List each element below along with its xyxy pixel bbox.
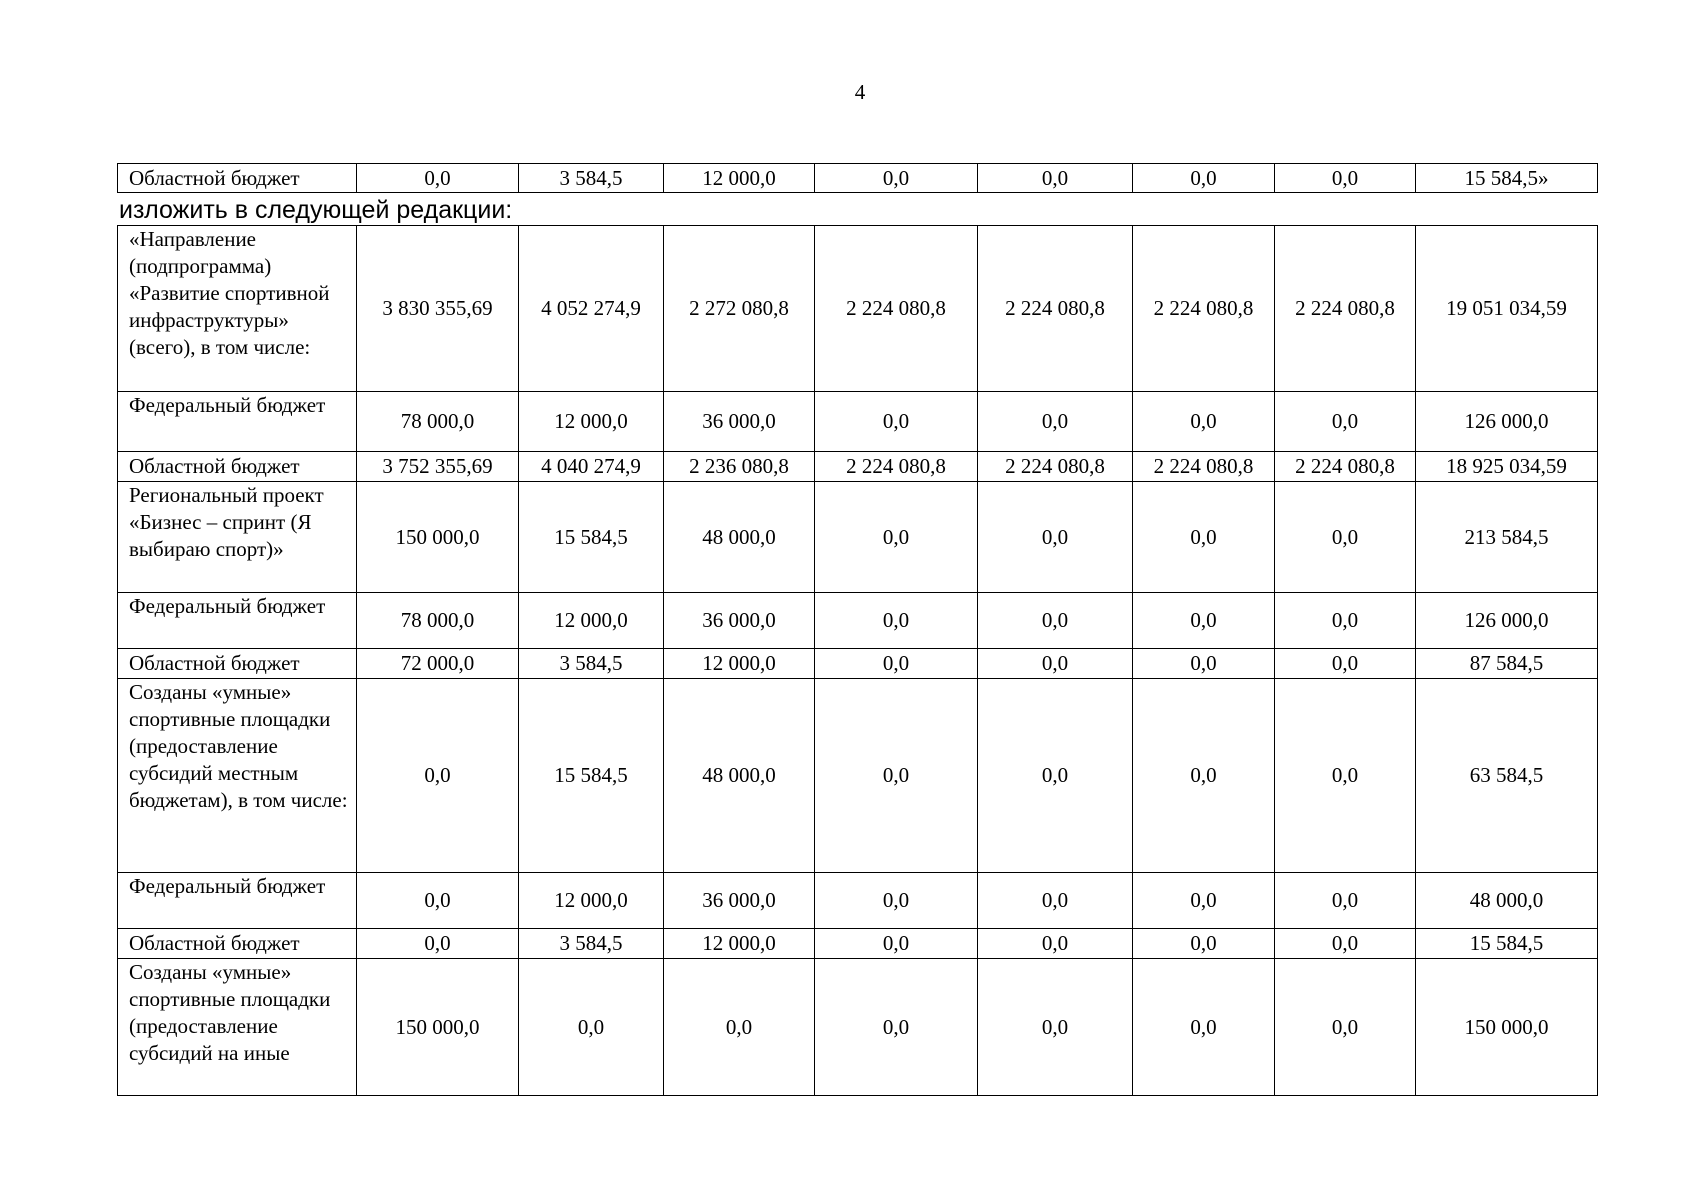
value-cell: 3 584,5 <box>519 649 664 679</box>
table-row <box>118 482 1598 593</box>
row-label: Областной бюджет <box>118 452 357 482</box>
value-cell: 0,0 <box>1133 679 1275 873</box>
total-cell: 15 584,5 <box>1416 929 1598 959</box>
value-cell: 0,0 <box>1275 929 1416 959</box>
row-label: Областной бюджет <box>118 164 357 193</box>
row-label: Федеральный бюджет <box>118 593 357 649</box>
top-table-fragment <box>117 163 1598 193</box>
value-cell: 48 000,0 <box>664 482 815 593</box>
total-cell: 213 584,5 <box>1416 482 1598 593</box>
value-cell: 78 000,0 <box>357 593 519 649</box>
value-cell: 0,0 <box>357 164 519 193</box>
table-row <box>118 649 1598 679</box>
value-cell: 12 000,0 <box>664 649 815 679</box>
value-cell: 0,0 <box>1275 873 1416 929</box>
value-cell: 3 830 355,69 <box>357 226 519 392</box>
table-row <box>118 226 1598 392</box>
row-label: Областной бюджет <box>118 929 357 959</box>
row-label: Областной бюджет <box>118 649 357 679</box>
value-cell: 4 052 274,9 <box>519 226 664 392</box>
value-cell: 36 000,0 <box>664 392 815 452</box>
page-number: 4 <box>854 80 866 104</box>
value-cell: 3 584,5 <box>519 929 664 959</box>
value-cell: 15 584,5 <box>519 482 664 593</box>
value-cell: 0,0 <box>357 873 519 929</box>
total-cell: 19 051 034,59 <box>1416 226 1598 392</box>
value-cell: 2 224 080,8 <box>815 452 978 482</box>
total-cell: 63 584,5 <box>1416 679 1598 873</box>
value-cell: 2 272 080,8 <box>664 226 815 392</box>
table-row <box>118 392 1598 452</box>
row-label: Региональный проект «Бизнес – спринт (Я выбираю спорт)» <box>118 482 357 593</box>
total-cell: 18 925 034,59 <box>1416 452 1598 482</box>
amendment-intro-text: изложить в следующей редакции: <box>119 196 513 224</box>
value-cell: 0,0 <box>978 679 1133 873</box>
value-cell: 150 000,0 <box>357 959 519 1096</box>
value-cell: 2 236 080,8 <box>664 452 815 482</box>
value-cell: 0,0 <box>1133 959 1275 1096</box>
value-cell: 0,0 <box>978 959 1133 1096</box>
value-cell: 0,0 <box>1133 593 1275 649</box>
total-cell: 87 584,5 <box>1416 649 1598 679</box>
value-cell: 0,0 <box>1133 649 1275 679</box>
value-cell: 4 040 274,9 <box>519 452 664 482</box>
funding-table <box>117 225 1598 1096</box>
value-cell: 0,0 <box>815 482 978 593</box>
value-cell: 12 000,0 <box>664 164 815 193</box>
row-label: Созданы «умные» спортивные площадки (предоставление субсидий местным бюджетам), в том числе: <box>118 679 357 873</box>
value-cell: 0,0 <box>1275 392 1416 452</box>
value-cell: 0,0 <box>815 679 978 873</box>
table-row <box>118 873 1598 929</box>
value-cell: 0,0 <box>815 649 978 679</box>
value-cell: 78 000,0 <box>357 392 519 452</box>
value-cell: 0,0 <box>1133 929 1275 959</box>
value-cell: 48 000,0 <box>664 679 815 873</box>
total-cell: 126 000,0 <box>1416 392 1598 452</box>
total-cell: 150 000,0 <box>1416 959 1598 1096</box>
value-cell: 0,0 <box>1275 649 1416 679</box>
value-cell: 0,0 <box>815 392 978 452</box>
value-cell: 0,0 <box>1275 959 1416 1096</box>
table-row <box>118 929 1598 959</box>
value-cell: 2 224 080,8 <box>1275 226 1416 392</box>
value-cell: 0,0 <box>1133 482 1275 593</box>
row-label: Федеральный бюджет <box>118 873 357 929</box>
table-row <box>118 452 1598 482</box>
value-cell: 0,0 <box>1133 392 1275 452</box>
total-cell: 126 000,0 <box>1416 593 1598 649</box>
value-cell: 3 752 355,69 <box>357 452 519 482</box>
value-cell: 36 000,0 <box>664 873 815 929</box>
value-cell: 0,0 <box>1275 679 1416 873</box>
value-cell: 0,0 <box>815 929 978 959</box>
value-cell: 2 224 080,8 <box>815 226 978 392</box>
value-cell: 0,0 <box>1133 873 1275 929</box>
value-cell: 0,0 <box>978 929 1133 959</box>
table-row <box>118 679 1598 873</box>
value-cell: 72 000,0 <box>357 649 519 679</box>
value-cell: 0,0 <box>978 649 1133 679</box>
value-cell: 12 000,0 <box>519 593 664 649</box>
value-cell: 2 224 080,8 <box>978 452 1133 482</box>
value-cell: 2 224 080,8 <box>1133 226 1275 392</box>
value-cell: 2 224 080,8 <box>1275 452 1416 482</box>
value-cell: 0,0 <box>815 593 978 649</box>
value-cell: 0,0 <box>978 482 1133 593</box>
value-cell: 12 000,0 <box>664 929 815 959</box>
value-cell: 0,0 <box>978 873 1133 929</box>
row-label: Созданы «умные» спортивные площадки (предоставление субсидий на иные <box>118 959 357 1096</box>
value-cell: 0,0 <box>357 929 519 959</box>
value-cell: 15 584,5 <box>519 679 664 873</box>
row-label: «Направление (подпрограмма) «Развитие спортивной инфраструктуры» (всего), в том числе: <box>118 226 357 392</box>
value-cell: 0,0 <box>357 679 519 873</box>
value-cell: 0,0 <box>978 164 1133 193</box>
table-row <box>118 593 1598 649</box>
table-row <box>118 959 1598 1096</box>
value-cell: 0,0 <box>978 593 1133 649</box>
value-cell: 12 000,0 <box>519 392 664 452</box>
total-cell: 48 000,0 <box>1416 873 1598 929</box>
value-cell: 3 584,5 <box>519 164 664 193</box>
value-cell: 0,0 <box>978 392 1133 452</box>
value-cell: 0,0 <box>519 959 664 1096</box>
value-cell: 0,0 <box>1275 593 1416 649</box>
value-cell: 0,0 <box>1275 164 1416 193</box>
value-cell: 0,0 <box>815 959 978 1096</box>
value-cell: 12 000,0 <box>519 873 664 929</box>
value-cell: 150 000,0 <box>357 482 519 593</box>
value-cell: 0,0 <box>815 873 978 929</box>
row-label: Федеральный бюджет <box>118 392 357 452</box>
value-cell: 0,0 <box>1133 164 1275 193</box>
value-cell: 0,0 <box>1275 482 1416 593</box>
total-cell: 15 584,5» <box>1416 164 1598 193</box>
value-cell: 0,0 <box>815 164 978 193</box>
table-row <box>118 164 1598 193</box>
value-cell: 2 224 080,8 <box>978 226 1133 392</box>
value-cell: 0,0 <box>664 959 815 1096</box>
value-cell: 36 000,0 <box>664 593 815 649</box>
value-cell: 2 224 080,8 <box>1133 452 1275 482</box>
